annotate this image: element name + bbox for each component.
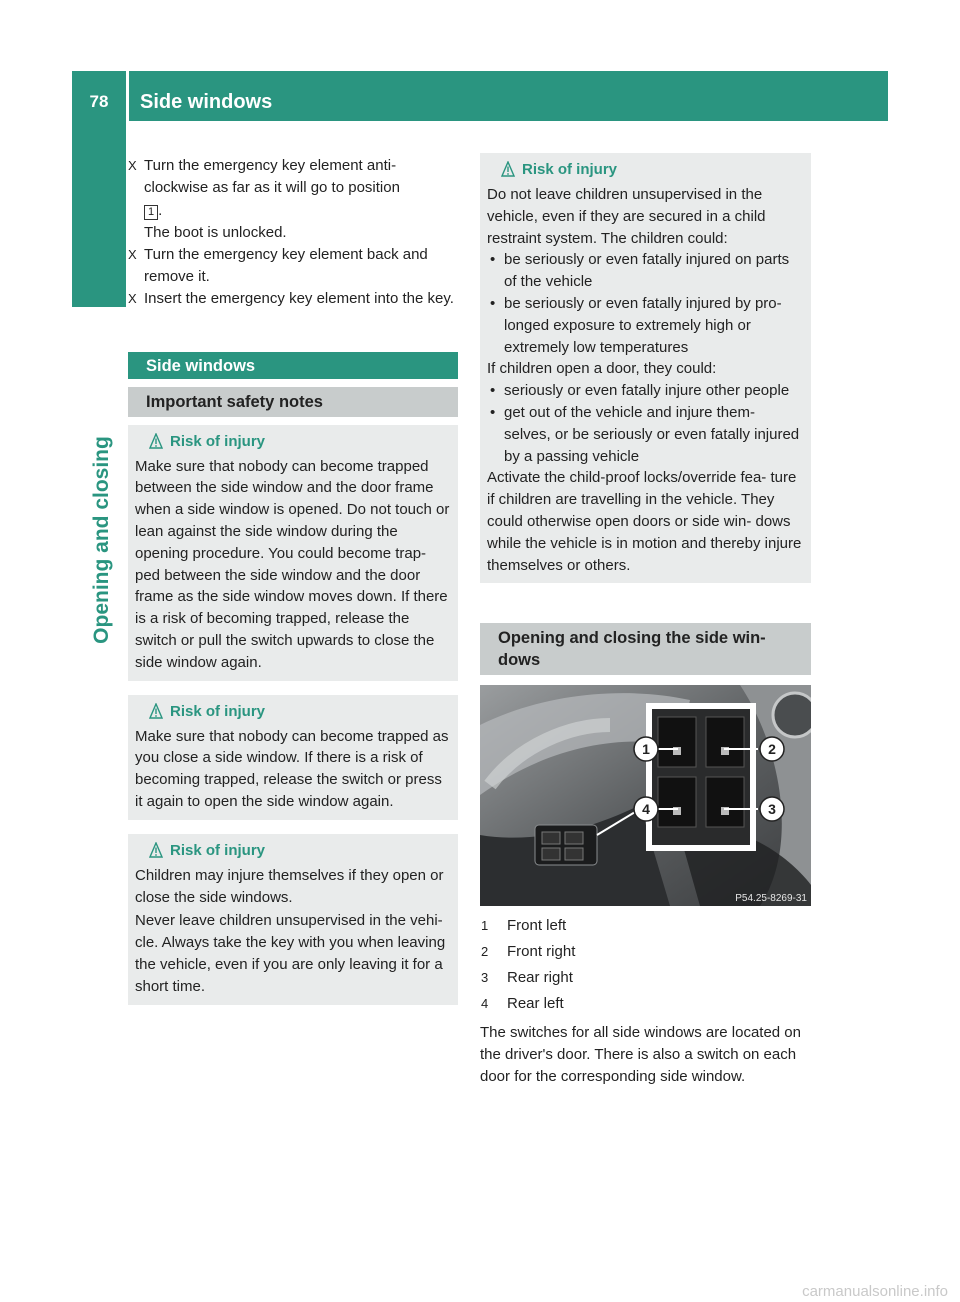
subsection-heading: Important safety notes bbox=[128, 387, 458, 417]
warning-heading bbox=[135, 841, 452, 861]
warning-box bbox=[128, 834, 458, 1005]
window-switch-photo bbox=[480, 685, 811, 906]
legend-item bbox=[480, 939, 811, 965]
section-heading: Side windows bbox=[128, 352, 458, 379]
warning-triangle-icon bbox=[501, 161, 515, 177]
door-panel-illustration bbox=[480, 685, 811, 906]
warning-outro: Activate the child-proof locks/override fea- ture if children are travelling in the vehicle. They could otherwise open doors or side win- dows while the vehicle is in motion and thereby injure themselves or others. bbox=[487, 469, 802, 574]
bullet: • bbox=[490, 294, 496, 312]
legend-label: Front right bbox=[507, 943, 576, 961]
bullet: • bbox=[490, 251, 496, 269]
callout-3 bbox=[760, 797, 784, 821]
body-paragraph: The switches for all side windows are located on the driver's door. There is also a switch on each door for the corresponding side window. bbox=[480, 1024, 801, 1085]
warning-box bbox=[128, 425, 458, 681]
warning-triangle-icon bbox=[149, 433, 163, 449]
bullet-text: get out of the vehicle and injure them- selves, or be seriously or even fatally injured by a passing vehicle bbox=[504, 403, 800, 465]
bullet: • bbox=[490, 403, 496, 421]
warning-title: Risk of injury bbox=[522, 161, 618, 178]
warning-title: Risk of injury bbox=[170, 432, 266, 450]
warning-text: Make sure that nobody can become trapped as you close a side window. If there is a risk of becoming trapped, release the switch or press it again to open the side window again. bbox=[135, 727, 449, 810]
legend-number: 3 bbox=[481, 970, 489, 986]
step-text: Insert the emergency key element into the key. bbox=[144, 289, 454, 307]
figure-code: P54.25-8269-31 bbox=[735, 893, 807, 905]
bullet-item bbox=[487, 249, 805, 293]
small-switch-panel bbox=[535, 825, 597, 865]
warning-box bbox=[128, 695, 458, 820]
switch-zoom-inset bbox=[646, 703, 756, 851]
callout-2 bbox=[760, 737, 784, 761]
warning-triangle-icon bbox=[149, 842, 163, 858]
bullet-item bbox=[487, 293, 805, 358]
step-text: Turn the emergency key element anti- clockwise as far as it will go to position bbox=[144, 157, 400, 196]
legend-label: Rear left bbox=[507, 995, 564, 1013]
bullet-text: seriously or even fatally injure other people bbox=[504, 382, 790, 400]
instruction-step bbox=[128, 244, 458, 288]
legend-item bbox=[480, 965, 811, 991]
subsection-heading: Opening and closing the side win- dows bbox=[480, 623, 811, 675]
right-column bbox=[480, 153, 811, 1088]
legend-number: 2 bbox=[481, 944, 489, 960]
instruction-step bbox=[128, 288, 458, 310]
legend-label: Front left bbox=[507, 917, 567, 935]
warning-title: Risk of injury bbox=[170, 702, 266, 720]
warning-intro: Do not leave children unsupervised in the vehicle, even if they are secured in a child restraint system. The children could: bbox=[487, 186, 766, 247]
chapter-tab bbox=[72, 121, 126, 307]
watermark: carmanualsonline.info bbox=[802, 1283, 948, 1300]
bullet-text: be seriously or even fatally injured on parts of the vehicle bbox=[504, 251, 790, 291]
position-key-1: 1 bbox=[144, 205, 158, 220]
warning-heading bbox=[135, 702, 452, 722]
legend-item bbox=[480, 991, 811, 1017]
svg-text:3: 3 bbox=[768, 801, 776, 818]
warning-title: Risk of injury bbox=[170, 841, 266, 859]
figure-legend bbox=[480, 913, 811, 1017]
step-result: The boot is unlocked. bbox=[144, 224, 287, 242]
legend-label: Rear right bbox=[507, 969, 573, 987]
page-title: Side windows bbox=[140, 91, 273, 113]
bullet-item bbox=[487, 380, 805, 402]
warning-text: Never leave children unsupervised in the vehi- cle. Always take the key with you when leaving the vehicle, even if you are only leaving it for a short time. bbox=[135, 912, 446, 995]
bullet: • bbox=[490, 382, 496, 400]
bullet-item bbox=[487, 402, 805, 467]
svg-text:4: 4 bbox=[642, 801, 650, 818]
step-marker: X bbox=[128, 290, 137, 306]
warning-text: Make sure that nobody can become trapped between the side window and the door frame when a side window is opened. Do not touch or lean against the side window during the opening procedure. You could become trap- ped between the side window and the door frame as the side window moves down. If there is a risk of becoming trapped, release the switch or pull the switch upwards to close the side window again. bbox=[135, 457, 450, 671]
legend-number: 1 bbox=[481, 918, 489, 934]
callout-4 bbox=[634, 797, 658, 821]
warning-heading bbox=[135, 432, 452, 452]
left-column bbox=[128, 155, 458, 1005]
warning-heading bbox=[487, 160, 805, 180]
warning-mid: If children open a door, they could: bbox=[487, 360, 717, 378]
warning-text: Children may injure themselves if they open or close the side windows. bbox=[135, 866, 444, 906]
instruction-step bbox=[128, 155, 458, 199]
chapter-label-wrap bbox=[82, 436, 122, 644]
bullet-text: be seriously or even fatally injured by pro- longed exposure to extremely high or extremely low temperatures bbox=[504, 294, 782, 356]
header-divider bbox=[126, 71, 129, 121]
warning-box bbox=[480, 153, 811, 583]
chapter-label: Opening and closing bbox=[90, 436, 113, 644]
step-marker: X bbox=[128, 247, 137, 263]
callout-1 bbox=[634, 737, 658, 761]
legend-item bbox=[480, 913, 811, 939]
step-marker: X bbox=[128, 158, 137, 173]
position-line: 1 . bbox=[128, 200, 458, 222]
step-text: Turn the emergency key element back and remove it. bbox=[144, 246, 428, 285]
page-number: 78 bbox=[89, 92, 109, 111]
legend-number: 4 bbox=[481, 996, 489, 1012]
svg-text:2: 2 bbox=[768, 741, 776, 758]
svg-text:1: 1 bbox=[642, 741, 650, 758]
warning-triangle-icon bbox=[149, 703, 163, 719]
